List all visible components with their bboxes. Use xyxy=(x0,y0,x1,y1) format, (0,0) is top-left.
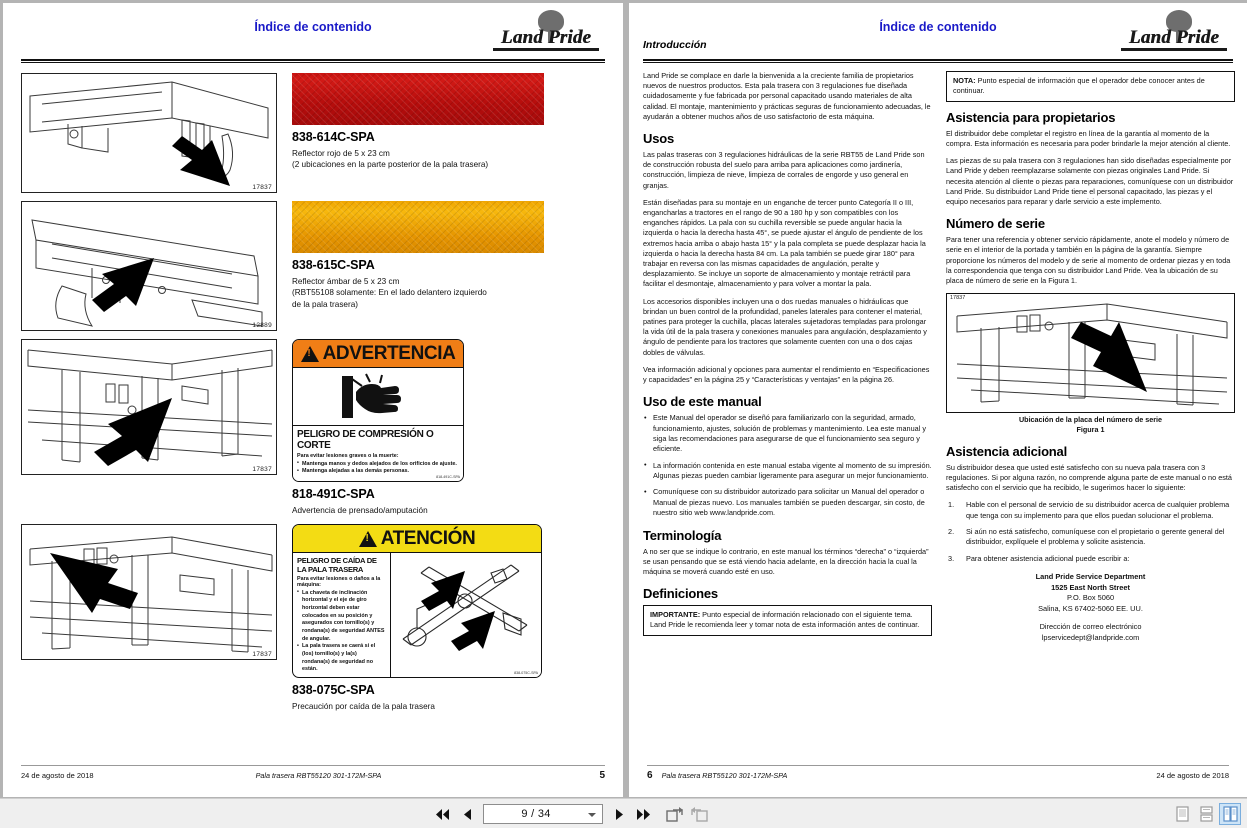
sign-body xyxy=(293,553,541,677)
uso-manual-bullet-list xyxy=(643,413,932,518)
blade-falling-icon xyxy=(391,553,536,655)
decal-info xyxy=(292,73,592,193)
single-page-view-button[interactable] xyxy=(1171,803,1193,825)
viewer-toolbar xyxy=(0,798,1247,828)
brand-underline xyxy=(493,48,599,51)
sign-pictogram xyxy=(391,553,541,677)
decal-description-line1: Reflector rojo de 5 x 23 cm xyxy=(292,149,390,158)
nota-text: Punto especial de información que el operador debe conocer antes de continuar. xyxy=(953,76,1205,96)
sign-signal-word: ATENCIÓN xyxy=(380,527,476,549)
heading-usos: Usos xyxy=(643,131,674,147)
heading-asistencia-propietarios: Asistencia para propietarios xyxy=(946,109,1116,125)
heading-uso-de-este-manual: Uso de este manual xyxy=(643,394,762,410)
warning-triangle-icon xyxy=(301,346,319,362)
next-page-icon xyxy=(614,808,625,821)
illustration-id: 12889 xyxy=(252,322,272,329)
decal-description-line3: de la pala trasera) xyxy=(292,299,358,309)
figure-caption-line2: Figura 1 xyxy=(1076,424,1105,434)
red-reflector-swatch xyxy=(292,73,544,125)
list-item: • Este Manual del operador se diseñó para familiarizarlo con la seguridad, armado, funcionamiento, ajustes, solución de problemas y mantenimiento. Lea este manual y siga las recomendaciones para asegurarse de que el funcionamiento sea seguro y eficiente. xyxy=(643,413,932,454)
footer-date: 24 de agosto de 2018 xyxy=(1156,771,1229,780)
rotate-clockwise-button[interactable] xyxy=(663,801,687,827)
sign-bullet: • Mantenga manos y dedos alejados de los orificios de ajuste. xyxy=(297,461,459,469)
pointer-arrow-icon xyxy=(172,136,230,186)
frame-assembly-illustration xyxy=(22,340,276,474)
asistencia-paragraph-1: El distribuidor debe completar el registro en línea de la garantía al momento de la compra. Esta información es necesaria para poder brindarle la mejor atención al cliente. xyxy=(946,128,1231,148)
footer-date: 24 de agosto de 2018 xyxy=(21,771,94,780)
decal-info xyxy=(292,524,592,712)
two-page-view-button[interactable] xyxy=(1219,803,1241,825)
decal-illustration xyxy=(21,73,277,193)
sign-header xyxy=(293,525,541,553)
usos-paragraph-3: Los accesorios disponibles incluyen una o dos ruedas manuales o hidráulicas que brindan un buen control de la profundidad, paneles laterales para contener el material, patines para proteger la cuchilla, placas laterales sujetadoras templadas para prolongar la vida útil de la pala trasera y conexiones manuales para angulación, desplazamiento y ángulo de pendiente para los tractores que solamente cuenten con una o dos cajas dobles de válvulas. xyxy=(643,296,927,357)
single-page-view-icon xyxy=(1175,806,1190,822)
intro-paragraph: Land Pride se complace en darle la bienvenida a la creciente familia de propietarios nuevos de nuestros productos. Esta pala trasera con 3 regulaciones fue diseñada cuidadosamente y fue fabricada por personal capacitado usando materiales de alta calidad. El montaje, mantenimiento y prácticas seguras de funcionamiento adecuadas, le ayudarán a obtener muchos años de uso satisfactorio de esta máquina. xyxy=(643,71,931,121)
nota-callout xyxy=(946,71,1235,102)
first-page-button[interactable] xyxy=(431,801,455,827)
adicional-paragraph: Su distribuidor desea que usted esté satisfecho con su nueva pala trasera con 3 regulaciones. Si por alguna razón, no comprende alguna parte de este manual o no está satisfecho con el servicio que ha recibido, le sugerimos hacer lo siguiente: xyxy=(946,462,1232,492)
previous-page-button[interactable] xyxy=(455,801,479,827)
address-line-3: P.O. Box 5060 xyxy=(1066,593,1115,603)
sign-part-number: 838-075C-SPA xyxy=(514,671,538,676)
header-rule-right xyxy=(643,59,1233,63)
hitch-pin-illustration xyxy=(22,525,276,659)
page-number-input[interactable] xyxy=(483,804,603,824)
sign-lead-text: Para evitar lesiones o daños a la máquina: xyxy=(297,576,381,589)
figure-caption-line1: Ubicación de la placa del número de serie xyxy=(1018,415,1162,425)
nota-label: NOTA: xyxy=(953,76,976,85)
warning-triangle-icon xyxy=(359,531,377,547)
brand-text-left: Land Pride xyxy=(500,27,592,48)
document-page-left xyxy=(3,3,623,797)
page-number-value: 9 / 34 xyxy=(521,808,551,820)
list-item: Hable con el personal de servicio de su distribuidor acerca de cualquier problema que tenga con su implemento para que ellos puedan solucionar el problema. xyxy=(966,500,1230,520)
rotate-counterclockwise-button[interactable] xyxy=(687,801,711,827)
two-page-view-icon xyxy=(1223,806,1238,822)
illustration-id: 17837 xyxy=(252,466,272,473)
footer-document-title: Pala trasera RBT55120 301-172M-SPA xyxy=(255,771,382,780)
next-page-button[interactable] xyxy=(607,801,631,827)
address-line-1: Land Pride Service Department xyxy=(1035,572,1146,581)
decal-illustration xyxy=(21,201,277,331)
address-spacer xyxy=(946,615,1235,622)
heading-definiciones: Definiciones xyxy=(643,586,718,602)
blade-beam-illustration xyxy=(22,74,276,192)
sign-hazard-title: PELIGRO DE COMPRESIÓN O CORTE xyxy=(297,429,434,451)
header-rule-left xyxy=(21,59,605,63)
continuous-view-icon xyxy=(1199,806,1214,822)
decal-illustration xyxy=(21,339,277,475)
advertencia-decal xyxy=(292,339,464,482)
sign-signal-word: ADVERTENCIA xyxy=(322,342,456,364)
continuous-view-button[interactable] xyxy=(1195,803,1217,825)
pointer-arrow-icon xyxy=(1071,322,1147,392)
serial-plate-location-drawing xyxy=(947,294,1235,412)
asistencia-paragraph-2: Las piezas de su pala trasera con 3 regulaciones han sido diseñadas especialmente por Land Pride y deben reemplazarse solamente con piezas originales Land Pride. Si necesita atención al cliente o piezas para reparaciones, comuníquese con un distribuidor Land Pride. Su distribuidor Land Pride tiene el personal capacitado, las piezas y el equipo necesarios para reparar y darle servicio a este implemento. xyxy=(946,156,1234,206)
decal-code: 838-614C-SPA xyxy=(292,130,375,144)
sign-pictogram xyxy=(293,368,463,426)
blade-edge-illustration xyxy=(22,202,276,330)
pointer-arrow-icon xyxy=(94,398,172,466)
address-line-4: Salina, KS 67402-5060 EE. UU. xyxy=(1038,604,1143,614)
footer-page-number: 6 xyxy=(647,770,653,781)
sign-text-column xyxy=(293,553,391,677)
chevron-down-icon[interactable] xyxy=(588,813,596,817)
page-navigation-group xyxy=(431,799,711,828)
decal-row xyxy=(21,73,605,193)
heading-asistencia-adicional: Asistencia adicional xyxy=(946,443,1067,459)
heading-numero-de-serie: Número de serie xyxy=(946,216,1045,232)
decal-info xyxy=(292,201,592,331)
document-page-right xyxy=(629,3,1247,797)
toc-title-left: Índice de contenido xyxy=(254,20,372,34)
usos-paragraph-4: Vea información adicional y opciones para aumentar el rendimiento en “Especificaciones y capacidades” en la página 25 y “Características y ventajas” en la página 26. xyxy=(643,364,930,385)
land-pride-logo-left xyxy=(491,11,601,51)
address-email-label: Dirección de correo electrónico xyxy=(1039,621,1142,631)
sign-bullet: • Mantenga alejadas a las demás personas. xyxy=(297,468,459,476)
section-label: Introducción xyxy=(643,39,707,51)
address-line-2: 1525 East North Street xyxy=(1051,582,1130,592)
list-item: Para obtener asistencia adicional puede escribir a: xyxy=(966,553,1130,563)
importante-text: Punto especial de información relacionado con el siguiente tema. Land Pride le recomienda leer y tomar nota de esta información antes de continuar. xyxy=(650,610,920,630)
text-column-right xyxy=(946,71,1235,644)
sign-bullet: • La chaveta de inclinación horizontal y el eje de giro horizontal deben estar colocados en su posición y asegurados con tornillo(s) y rondana(s) de seguridad ANTES de angular. xyxy=(297,590,386,644)
brand-underline xyxy=(1121,48,1227,51)
decal-description-line1: Advertencia de prensado/amputación xyxy=(292,505,428,515)
decal-illustration xyxy=(21,524,277,660)
sign-lead-text: Para evitar lesiones graves o la muerte: xyxy=(297,453,399,459)
decal-description-line1: Reflector ámbar de 5 x 23 cm xyxy=(292,277,400,286)
decal-row xyxy=(21,201,605,331)
service-address-block xyxy=(946,572,1235,643)
address-email-value: lpservicedept@landpride.com xyxy=(1041,632,1140,642)
rotate-counterclockwise-icon xyxy=(690,806,708,822)
land-pride-logo-right xyxy=(1119,11,1229,51)
page-footer-left xyxy=(21,765,605,781)
figure-caption xyxy=(946,415,1235,434)
illustration-id: 17837 xyxy=(252,651,272,659)
page-header-right xyxy=(629,3,1247,65)
decal-row xyxy=(21,339,605,516)
footer-document-title: Pala trasera RBT55120 301-172M-SPA xyxy=(661,771,788,780)
sign-bullet: • La pala trasera se caerá si el (los) tornillo(s) y la(s) rondana(s) de seguridad no están. xyxy=(297,643,386,674)
decal-description-line2: (RBT55108 solamente: En el lado delantero izquierdo xyxy=(292,288,487,298)
last-page-icon xyxy=(635,808,651,821)
decal-list xyxy=(21,73,605,720)
page-footer-right xyxy=(647,765,1229,781)
decal-row xyxy=(21,524,605,712)
sign-body xyxy=(293,426,463,481)
importante-label: IMPORTANTE: xyxy=(650,610,701,620)
toc-title-right: Índice de contenido xyxy=(879,20,997,34)
text-column-left xyxy=(643,71,932,644)
heading-terminologia: Terminología xyxy=(643,527,722,543)
decal-description-line2: (2 ubicaciones en la parte posterior de la pala trasera) xyxy=(292,160,489,170)
decal-code: 818-491C-SPA xyxy=(292,486,375,501)
footer-page-number: 5 xyxy=(599,770,605,781)
first-page-icon xyxy=(435,808,451,821)
page-header-left xyxy=(3,3,623,65)
list-item: • La información contenida en este manual estaba vigente al momento de su impresión. Algunas piezas pueden cambiar ligeramente para asegurar un mejor funcionamiento. xyxy=(643,461,932,482)
text-columns xyxy=(643,71,1235,644)
terminologia-paragraph: A no ser que se indique lo contrario, en este manual los términos “derecha” o “izquierda” se usan pensando que se está viendo hacia adelante, en la dirección hacia la cual la máquina se moverá cuando esté en uso. xyxy=(643,546,929,576)
list-item: • Comuníquese con su distribuidor autorizado para solicitar un Manual del operador o Manual de piezas nuevo. Los manuales también se pueden descargar, sin costo, de nuestro sitio web www.landpride.com. xyxy=(643,487,932,518)
pinch-hand-icon xyxy=(318,372,438,422)
sign-hazard-title: PELIGRO DE CAÍDA DE LA PALA TRASERA xyxy=(297,556,377,575)
previous-page-icon xyxy=(462,808,473,821)
sign-header xyxy=(293,340,463,368)
usos-paragraph-2: Están diseñadas para su montaje en un enganche de tercer punto Categoría II o III, engancharlas a tractores en el rango de 90 a 180 hp y son compatibles con los enganches rápidos. La pala con su cuchilla reversible se puede angular hacia la izquierda o hacia la derecha hasta 45°, se puede ajustar el ángulo de pendiente de los extremos hacia arriba o abajo hasta 15° y la pala completa se puede desplazar hacia la izquierda o hacia la derecha hasta 84 cm. La pala también se puede girar 180° para trabajar en reversa con las mismas capacidades de angulación, peralte y desplazamiento. Se incluye un soporte de almacenamiento y montaje retráctil para facilitar el desmontaje, almacenamiento y para volver a montar la pala. xyxy=(643,197,926,289)
adicional-numbered-list xyxy=(946,500,1235,564)
importante-callout xyxy=(643,605,932,636)
brand-text-right: Land Pride xyxy=(1128,27,1220,48)
view-mode-group xyxy=(1171,799,1241,828)
sign-part-number: 818-491C-SPA xyxy=(436,474,460,479)
serie-paragraph: Para tener una referencia y obtener servicio rápidamente, anote el modelo y número de serie en el interior de la portada y también en la página de la garantía. Siempre proporcione los números del modelo y de serie al momento de ordenar piezas y en toda la correspondencia que tenga con su distribuidor Land Pride. Vea la ubicación de su placa de número de serie en la Figura 1. xyxy=(946,235,1231,285)
decal-info xyxy=(292,339,592,516)
last-page-button[interactable] xyxy=(631,801,655,827)
figure-id: 17837 xyxy=(950,295,966,302)
decal-code: 838-075C-SPA xyxy=(292,683,375,698)
atencion-decal xyxy=(292,524,542,678)
figure-1-illustration xyxy=(946,293,1235,413)
decal-description-line1: Precaución por caída de la pala trasera xyxy=(292,702,435,712)
rotate-clockwise-icon xyxy=(666,806,684,822)
usos-paragraph-1: Las palas traseras con 3 regulaciones hidráulicas de la serie RBT55 de Land Pride son de construcción robusta del suelo para arriba para aplicaciones como jardinería, construcción, limpieza de nieve, limpieza de corrales de engorde y uso general en granjas. xyxy=(643,150,925,190)
decal-code: 838-615C-SPA xyxy=(292,258,375,272)
amber-reflector-swatch xyxy=(292,201,544,253)
list-item: Si aún no está satisfecho, comuníquese con el propietario o gerente general del distribuidor, explíquele el problema y solicite asistencia. xyxy=(966,526,1225,547)
illustration-id: 17837 xyxy=(252,184,272,191)
